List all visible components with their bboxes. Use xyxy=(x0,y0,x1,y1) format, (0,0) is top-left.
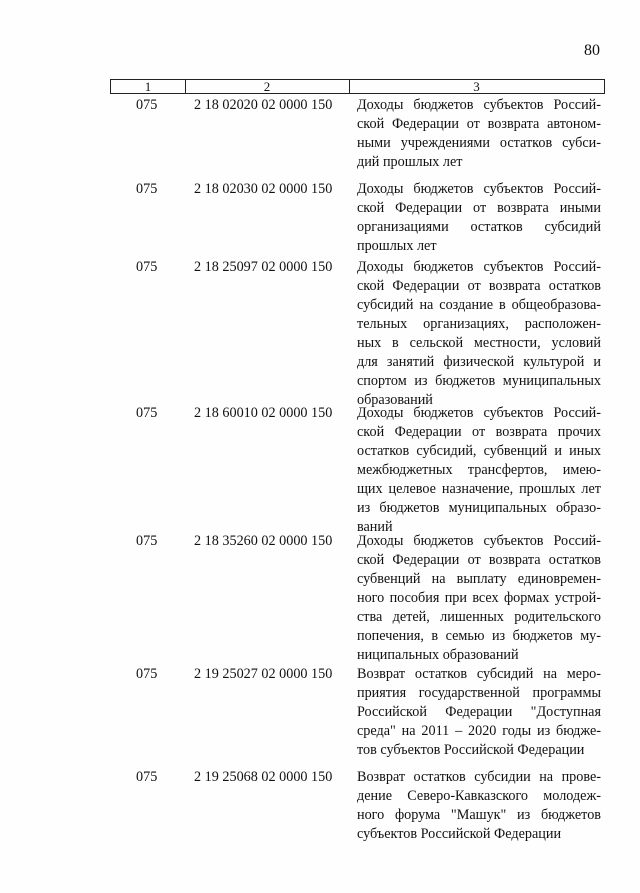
header-col-2: 2 xyxy=(185,80,350,93)
header-col-3: 3 xyxy=(473,79,480,94)
header-col-1: 1 xyxy=(111,80,186,93)
budget-code: 2 18 02020 02 0000 150 xyxy=(194,97,333,113)
description-line: ской Федерации от возврата прочих xyxy=(357,424,601,440)
description-line: ного пособия при всех формах устрой- xyxy=(357,590,601,606)
description-line: тельных организациях, расположен- xyxy=(357,316,601,332)
description-line: из бюджетов муниципальных образо- xyxy=(357,500,601,516)
description-line: ных в сельской местности, условий xyxy=(357,335,601,351)
description-line: образований xyxy=(357,392,433,408)
admin-code: 075 xyxy=(136,533,158,549)
description-line: ниципальных образований xyxy=(357,647,519,663)
budget-code: 2 18 35260 02 0000 150 xyxy=(194,533,333,549)
income-description xyxy=(357,665,601,760)
budget-code: 2 19 25068 02 0000 150 xyxy=(194,769,333,785)
budget-code: 2 18 60010 02 0000 150 xyxy=(194,405,333,421)
description-line: среда" на 2011 – 2020 годы из бюдже- xyxy=(357,723,601,739)
description-line: для занятий физической культурой и xyxy=(357,354,601,370)
description-line: Возврат остатков субсидий на меро- xyxy=(357,666,601,682)
description-line: дий прошлых лет xyxy=(357,154,463,170)
description-line: ваний xyxy=(357,519,393,535)
description-line: остатков субсидий, субвенций и иных xyxy=(357,443,601,459)
description-line: Российской Федерации "Доступная xyxy=(357,704,601,720)
budget-code: 2 18 02030 02 0000 150 xyxy=(194,181,333,197)
description-line: Доходы бюджетов субъектов Россий- xyxy=(357,181,601,197)
budget-code: 2 19 25027 02 0000 150 xyxy=(194,666,333,682)
description-line: Возврат остатков субсидии на прове- xyxy=(357,769,601,785)
description-line: приятия государственной программы xyxy=(357,685,601,701)
description-line: Доходы бюджетов субъектов Россий- xyxy=(357,533,601,549)
income-description xyxy=(357,404,601,537)
description-line: ской Федерации от возврата иными xyxy=(357,200,601,216)
admin-code: 075 xyxy=(136,405,158,421)
admin-code: 075 xyxy=(136,259,158,275)
admin-code: 075 xyxy=(136,181,158,197)
description-line: субвенций на выплату единовремен- xyxy=(357,571,601,587)
admin-code: 075 xyxy=(136,97,158,113)
description-line: ской Федерации от возврата остатков xyxy=(357,552,601,568)
description-line: щих целевое назначение, прошлых лет xyxy=(357,481,601,497)
description-line: ской Федерации от возврата остатков xyxy=(357,278,601,294)
income-description xyxy=(357,96,601,172)
description-line: Доходы бюджетов субъектов Россий- xyxy=(357,97,601,113)
description-line: организациями остатков субсидий xyxy=(357,219,601,235)
table-header xyxy=(110,79,605,94)
description-line: Доходы бюджетов субъектов Россий- xyxy=(357,405,601,421)
description-line: прошлых лет xyxy=(357,238,437,254)
description-line: ской Федерации от возврата автоном- xyxy=(357,116,601,132)
admin-code: 075 xyxy=(136,666,158,682)
income-description xyxy=(357,258,601,410)
income-description xyxy=(357,768,601,844)
income-description xyxy=(357,532,601,665)
description-line: ными учреждениями остатков субси- xyxy=(357,135,601,151)
description-line: субъектов Российской Федерации xyxy=(357,826,562,842)
description-line: субсидий на создание в общеобразова- xyxy=(357,297,601,313)
page-number: 80 xyxy=(584,42,600,59)
description-line: спортом из бюджетов муниципальных xyxy=(357,373,601,389)
description-line: ства детей, лишенных родительского xyxy=(357,609,601,625)
budget-code: 2 18 25097 02 0000 150 xyxy=(194,259,333,275)
description-line: ного форума "Машук" из бюджетов xyxy=(357,807,601,823)
description-line: попечения, в семью из бюджетов му- xyxy=(357,628,601,644)
description-line: Доходы бюджетов субъектов Россий- xyxy=(357,259,601,275)
description-line: межбюджетных трансфертов, имею- xyxy=(357,462,601,478)
income-description xyxy=(357,180,601,256)
description-line: дение Северо-Кавказского молодеж- xyxy=(357,788,601,804)
admin-code: 075 xyxy=(136,769,158,785)
description-line: тов субъектов Российской Федерации xyxy=(357,742,585,758)
